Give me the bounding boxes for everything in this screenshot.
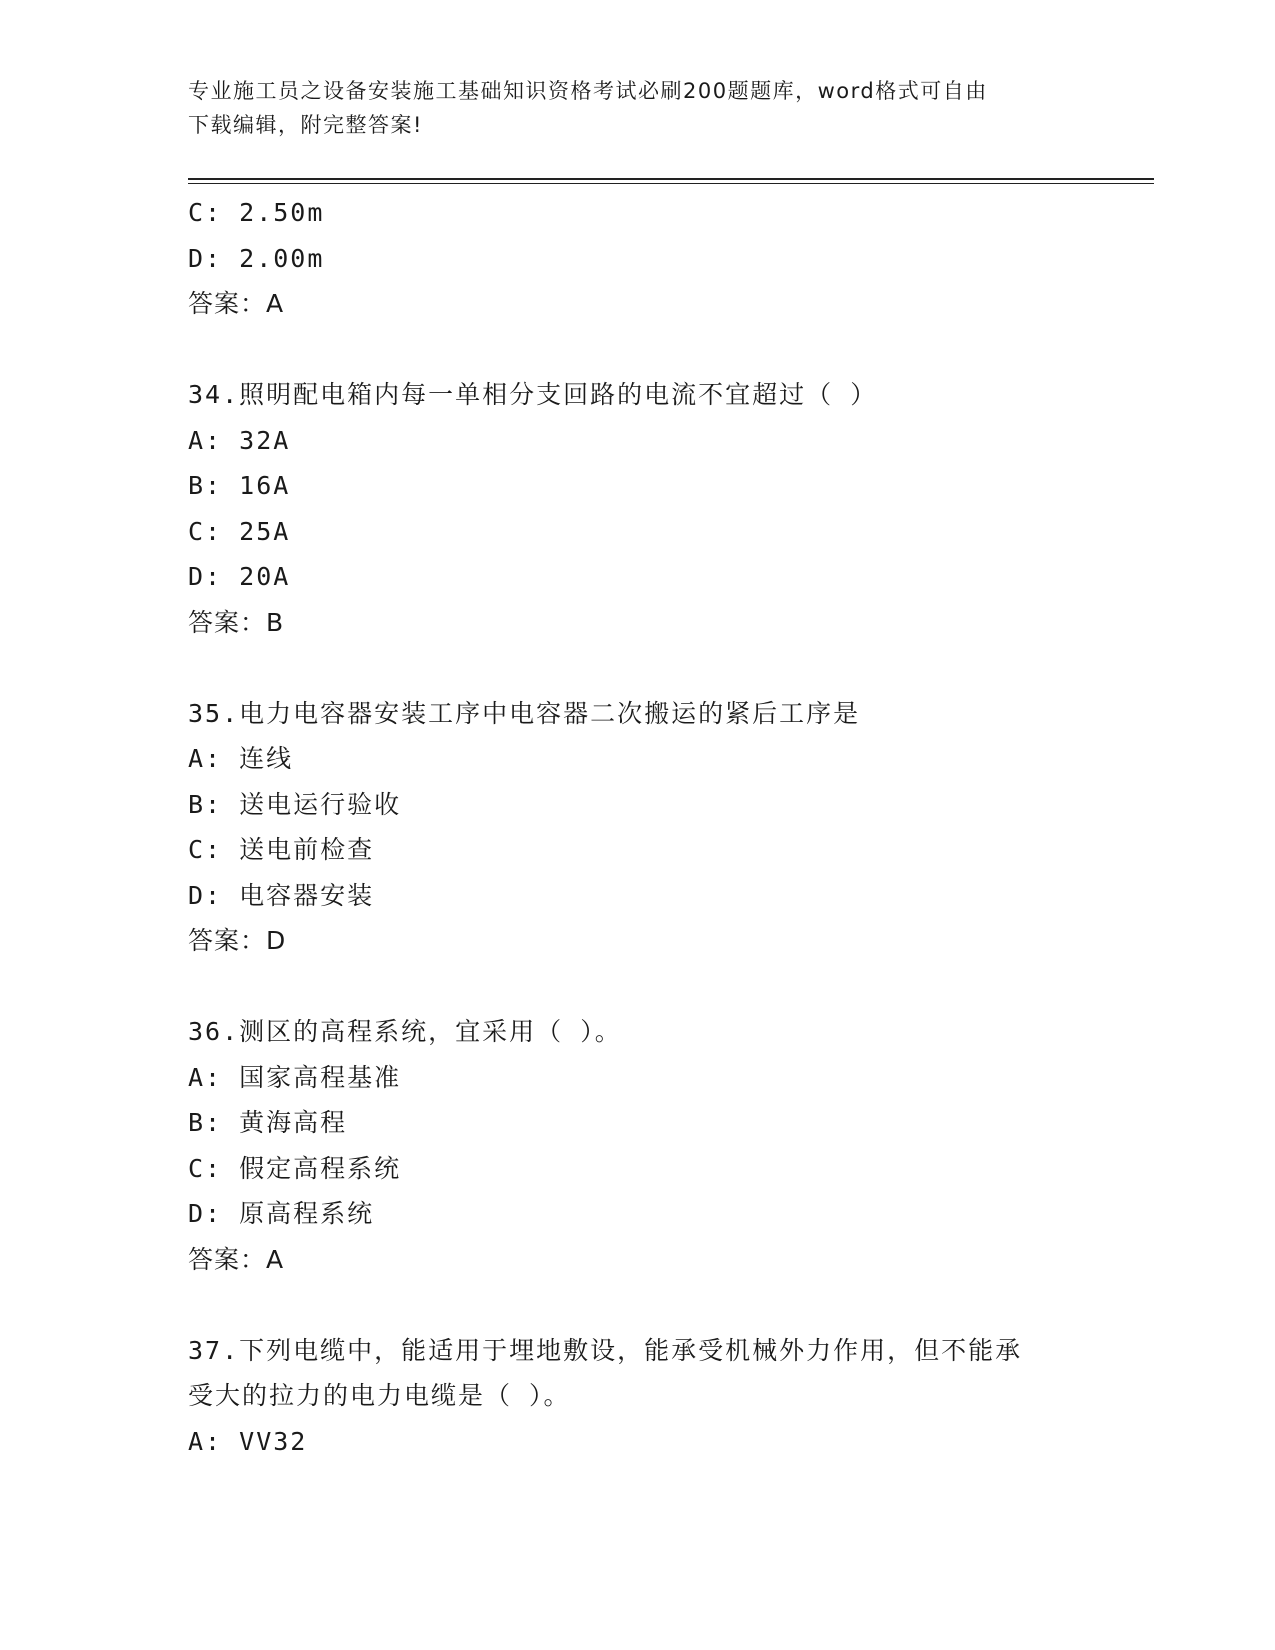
option-c: C: 25A [188, 516, 291, 546]
question-stem: 34.照明配电箱内每一单相分支回路的电流不宜超过（ ） [188, 380, 878, 409]
answer-line: 答案：B [188, 607, 285, 637]
answer-line: 答案：A [188, 289, 285, 318]
answer-line: 答案：D [188, 926, 287, 955]
question-content [188, 190, 1088, 1464]
option-a: A: 国家高程基准 [188, 1062, 402, 1092]
document-header [188, 74, 1088, 142]
header-line-1: 专业施工员之设备安装施工基础知识资格考试必刷200题题库，word格式可自由 [188, 79, 988, 103]
answer-line: 答案：A [188, 1244, 285, 1274]
option-a: A: 连线 [188, 744, 294, 773]
question-stem: 36.测区的高程系统，宜采用（ ）。 [188, 1017, 622, 1046]
question-stem-line-2: 受大的拉力的电力电缆是（ ）。 [188, 1381, 571, 1410]
header-divider-thin [188, 183, 1154, 184]
option-b: B: 送电运行验收 [188, 789, 402, 819]
header-divider-thick [188, 178, 1154, 180]
option-b: B: 16A [188, 471, 291, 500]
question-34 [188, 372, 1088, 645]
question-35 [188, 691, 1088, 964]
option-a: A: VV32 [188, 1426, 308, 1456]
option-c: C: 2.50m [188, 198, 325, 227]
question-37 [188, 1328, 1088, 1465]
option-d: D: 2.00m [188, 243, 325, 273]
previous-question-fragment [188, 190, 1088, 327]
option-d: D: 20A [188, 562, 291, 591]
option-d: D: 电容器安装 [188, 880, 375, 910]
option-c: C: 送电前检查 [188, 835, 375, 864]
question-36 [188, 1009, 1088, 1282]
option-b: B: 黄海高程 [188, 1108, 348, 1137]
question-stem-line-1: 37.下列电缆中，能适用于埋地敷设，能承受机械外力作用，但不能承 [188, 1335, 1023, 1365]
option-c: C: 假定高程系统 [188, 1153, 402, 1183]
header-line-2: 下载编辑，附完整答案! [188, 113, 423, 137]
option-d: D: 原高程系统 [188, 1199, 375, 1228]
option-a: A: 32A [188, 425, 291, 455]
question-stem: 35.电力电容器安装工序中电容器二次搬运的紧后工序是 [188, 698, 861, 728]
